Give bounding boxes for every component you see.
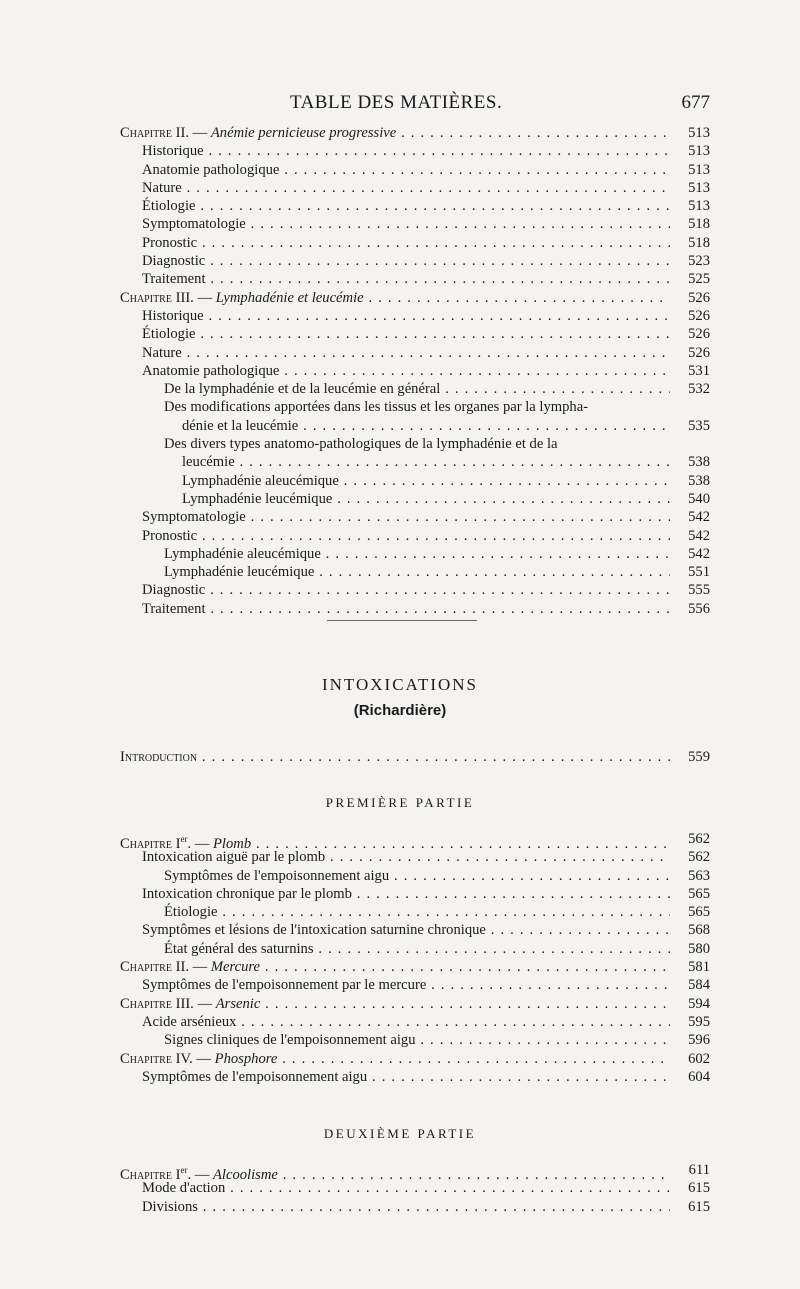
toc-entry xyxy=(120,867,710,885)
page-reference: 518 xyxy=(676,234,710,252)
toc-entry-label xyxy=(142,1179,670,1197)
chapter-separator: — xyxy=(188,959,211,976)
toc-entry-label xyxy=(142,600,670,618)
entry-text: Intoxication aiguë par le plomb xyxy=(142,849,326,866)
page-reference: 523 xyxy=(676,252,710,270)
entry-text: Symptomatologie xyxy=(142,509,246,526)
toc-chapter-entry xyxy=(120,1050,710,1068)
toc-entry-label xyxy=(142,307,670,325)
part2-title: DEUXIÈME PARTIE xyxy=(323,1126,477,1141)
entry-text: Anatomie pathologique xyxy=(142,362,280,379)
entry-text: Étiologie xyxy=(142,326,196,343)
toc-chapter-entry xyxy=(120,289,710,307)
page-reference: 542 xyxy=(676,545,710,563)
toc-entry-label xyxy=(164,940,670,958)
section-author: (Richardière) xyxy=(353,702,447,719)
entry-text: Lymphadénie aleucémique xyxy=(164,545,321,562)
entry-text: Étiologie xyxy=(142,198,196,215)
chapter-separator: — xyxy=(193,995,216,1012)
page-reference: 542 xyxy=(676,527,710,545)
toc-entry-label xyxy=(142,848,670,866)
toc-entry-label xyxy=(142,1198,670,1216)
page-reference: 526 xyxy=(676,325,710,343)
entry-text: Intoxication chronique par le plomb xyxy=(142,885,352,902)
page-reference: 540 xyxy=(676,490,710,508)
entry-text: Historique xyxy=(142,307,204,324)
toc-entry-label xyxy=(142,197,670,215)
toc-entry xyxy=(120,417,710,435)
entry-text: Pronostic xyxy=(142,527,198,544)
toc-entry xyxy=(120,215,710,233)
page-header xyxy=(120,92,710,116)
toc-entry-label xyxy=(120,124,670,142)
page-reference: 526 xyxy=(676,307,710,325)
toc-entry-label xyxy=(164,398,670,416)
toc-entry xyxy=(120,903,710,921)
page-reference: 565 xyxy=(676,885,710,903)
toc-entry xyxy=(120,252,710,270)
toc-entry-label xyxy=(142,527,670,545)
toc-chapter-entry xyxy=(120,748,710,766)
chapter-number: Chapitre III. xyxy=(120,289,194,306)
toc-block-part1 xyxy=(120,830,710,1086)
entry-text: Signes cliniques de l'empoisonnement aigu xyxy=(164,1032,416,1049)
page-reference: 538 xyxy=(676,472,710,490)
toc-entry xyxy=(120,398,710,416)
toc-entry-label xyxy=(164,867,670,885)
toc-entry xyxy=(120,581,710,599)
entry-text: Symptômes et lésions de l'intoxication saturnine chronique xyxy=(142,922,486,939)
toc-entry xyxy=(120,563,710,581)
toc-entry xyxy=(120,527,710,545)
toc-entry xyxy=(120,161,710,179)
page-reference: 532 xyxy=(676,380,710,398)
page-reference: 518 xyxy=(676,215,710,233)
toc-chapter-entry xyxy=(120,958,710,976)
toc-entry-label xyxy=(120,748,670,766)
entry-text: De la lymphadénie et de la leucémie en général xyxy=(164,381,441,398)
page-reference: 581 xyxy=(676,958,710,976)
page-reference: 513 xyxy=(676,142,710,160)
chapter-number: Chapitre IV. xyxy=(120,1050,193,1067)
page-reference: 568 xyxy=(676,921,710,939)
toc-entry xyxy=(120,976,710,994)
entry-text: Lymphadénie aleucémique xyxy=(182,472,339,489)
entry-text: Lymphadénie leucémique xyxy=(182,490,333,507)
toc-entry-label xyxy=(120,1050,670,1068)
section-divider xyxy=(327,620,477,621)
page-reference: 542 xyxy=(676,508,710,526)
toc-entry xyxy=(120,234,710,252)
toc-block-top xyxy=(120,124,710,618)
entry-text: Traitement xyxy=(142,600,206,617)
toc-entry xyxy=(120,307,710,325)
page-reference: 562 xyxy=(676,830,710,848)
toc-entry xyxy=(120,344,710,362)
toc-entry-label xyxy=(142,234,670,252)
page-reference: 513 xyxy=(676,124,710,142)
toc-entry-label xyxy=(164,903,670,921)
toc-entry-label xyxy=(164,563,670,581)
entry-text: État général des saturnins xyxy=(164,940,314,957)
chapter-separator: . — xyxy=(187,835,214,852)
toc-entry-label xyxy=(120,995,670,1013)
page-reference: 526 xyxy=(676,289,710,307)
toc-chapter-entry xyxy=(120,1161,710,1183)
entry-text: Historique xyxy=(142,143,204,160)
entry-text: Symptomatologie xyxy=(142,216,246,233)
entry-text: Des modifications apportées dans les tissus et les organes par la lympha- xyxy=(164,399,589,416)
toc-entry-label xyxy=(120,958,670,976)
chapter-title: Lymphadénie et leucémie xyxy=(215,289,364,306)
ordinal-suffix: er xyxy=(180,834,188,844)
page-reference: 563 xyxy=(676,867,710,885)
entry-text: Divisions xyxy=(142,1198,198,1215)
chapter-number: Chapitre III. xyxy=(120,995,194,1012)
chapter-number: Introduction xyxy=(120,749,198,765)
toc-entry xyxy=(120,1198,710,1216)
toc-entry xyxy=(120,885,710,903)
toc-entry-label xyxy=(182,490,670,508)
toc-chapter-entry xyxy=(120,124,710,142)
toc-entry-label xyxy=(182,417,670,435)
page-reference: 535 xyxy=(676,417,710,435)
chapter-title: Alcoolisme xyxy=(213,1166,278,1183)
toc-chapter-entry xyxy=(120,995,710,1013)
entry-text: Symptômes de l'empoisonnement aigu xyxy=(164,867,390,884)
toc-entry xyxy=(120,508,710,526)
page-reference: 513 xyxy=(676,197,710,215)
toc-entry xyxy=(120,1013,710,1031)
entry-text: Symptômes de l'empoisonnement aigu xyxy=(142,1068,368,1085)
toc-entry xyxy=(120,1068,710,1086)
page-reference: 584 xyxy=(676,976,710,994)
page-reference: 531 xyxy=(676,362,710,380)
page-reference: 604 xyxy=(676,1068,710,1086)
toc-entry-label xyxy=(142,161,670,179)
running-title: TABLE DES MATIÈRES. xyxy=(290,92,503,113)
toc-entry xyxy=(120,472,710,490)
chapter-number: Chapitre I xyxy=(120,835,181,852)
chapter-number: Chapitre II. xyxy=(120,125,189,141)
toc-entry xyxy=(120,380,710,398)
chapter-separator: — xyxy=(188,125,211,141)
page-reference: 526 xyxy=(676,344,710,362)
toc-entry-label xyxy=(142,1068,670,1086)
entry-text: Lymphadénie leucémique xyxy=(164,564,315,581)
section-title: INTOXICATIONS xyxy=(321,675,478,694)
entry-text: Acide arsénieux xyxy=(142,1013,237,1030)
toc-block-intro xyxy=(120,748,710,766)
chapter-title: Mercure xyxy=(210,959,261,976)
entry-text: Pronostic xyxy=(142,234,198,251)
toc-entry-label xyxy=(142,581,670,599)
toc-entry-label xyxy=(164,1031,670,1049)
toc-entry-label xyxy=(164,380,670,398)
chapter-number: Chapitre II. xyxy=(120,959,189,976)
page-reference: 565 xyxy=(676,903,710,921)
toc-entry-label xyxy=(182,472,670,490)
entry-text: Anatomie pathologique xyxy=(142,161,280,178)
page-reference: 513 xyxy=(676,161,710,179)
entry-text: Traitement xyxy=(142,271,206,288)
toc-entry xyxy=(120,848,710,866)
chapter-title: Phosphore xyxy=(214,1050,278,1067)
page-number: 677 xyxy=(681,92,710,113)
chapter-title: Anémie pernicieuse progressive xyxy=(210,125,397,141)
chapter-separator: — xyxy=(192,1050,215,1067)
toc-entry xyxy=(120,1031,710,1049)
toc-chapter-entry xyxy=(120,830,710,852)
toc-entry xyxy=(120,490,710,508)
entry-text: Nature xyxy=(142,344,182,361)
page-reference: 513 xyxy=(676,179,710,197)
page-reference: 556 xyxy=(676,600,710,618)
toc-entry xyxy=(120,453,710,471)
entry-text: Étiologie xyxy=(164,904,218,921)
toc-entry-label xyxy=(164,545,670,563)
toc-entry-label xyxy=(182,453,670,471)
entry-text: Diagnostic xyxy=(142,582,206,599)
page-reference: 594 xyxy=(676,995,710,1013)
page-reference: 615 xyxy=(676,1198,710,1216)
toc-entry xyxy=(120,325,710,343)
entry-text: Diagnostic xyxy=(142,253,206,270)
page-reference: 611 xyxy=(676,1161,710,1179)
part1-title: PREMIÈRE PARTIE xyxy=(325,795,475,810)
toc-entry xyxy=(120,179,710,197)
page-reference: 615 xyxy=(676,1179,710,1197)
toc-entry-label xyxy=(142,362,670,380)
toc-entry xyxy=(120,197,710,215)
toc-entry-label xyxy=(142,270,670,288)
page-reference: 596 xyxy=(676,1031,710,1049)
page-reference: 538 xyxy=(676,453,710,471)
page-reference: 555 xyxy=(676,581,710,599)
entry-text: Symptômes de l'empoisonnement par le mercure xyxy=(142,977,427,994)
entry-text: Nature xyxy=(142,179,182,196)
toc-entry-label xyxy=(142,1013,670,1031)
page-reference: 580 xyxy=(676,940,710,958)
toc-entry-label xyxy=(142,976,670,994)
toc-entry xyxy=(120,545,710,563)
page-reference: 602 xyxy=(676,1050,710,1068)
toc-entry-label xyxy=(142,325,670,343)
chapter-title: Arsenic xyxy=(215,995,261,1012)
chapter-separator: — xyxy=(193,289,216,306)
toc-entry-label xyxy=(142,344,670,362)
toc-entry xyxy=(120,362,710,380)
page-reference: 562 xyxy=(676,848,710,866)
ordinal-suffix: er xyxy=(180,1165,188,1175)
chapter-number: Chapitre I xyxy=(120,1166,181,1183)
toc-entry xyxy=(120,142,710,160)
entry-text: Mode d'action xyxy=(142,1180,226,1197)
toc-entry-label xyxy=(142,921,670,939)
toc-entry-label xyxy=(120,289,670,307)
toc-entry-label xyxy=(142,252,670,270)
toc-entry xyxy=(120,1179,710,1197)
toc-entry xyxy=(120,600,710,618)
page-reference: 559 xyxy=(676,748,710,766)
page-reference: 525 xyxy=(676,270,710,288)
toc-entry-label xyxy=(142,179,670,197)
page-reference: 551 xyxy=(676,563,710,581)
toc-entry xyxy=(120,270,710,288)
toc-entry xyxy=(120,435,710,453)
toc-entry xyxy=(120,921,710,939)
toc-block-part2 xyxy=(120,1161,710,1216)
page-reference: 595 xyxy=(676,1013,710,1031)
entry-text: Des divers types anatomo-pathologiques de la lymphadénie et de la xyxy=(164,436,558,453)
toc-entry-label xyxy=(142,508,670,526)
toc-entry-label xyxy=(142,142,670,160)
toc-entry-label xyxy=(164,435,670,453)
toc-entry-label xyxy=(142,215,670,233)
toc-entry-label xyxy=(142,885,670,903)
toc-entry xyxy=(120,940,710,958)
chapter-separator: . — xyxy=(187,1166,214,1183)
entry-text: leucémie xyxy=(182,454,235,471)
entry-text: dénie et la leucémie xyxy=(182,417,299,434)
chapter-title: Plomb xyxy=(213,835,252,852)
